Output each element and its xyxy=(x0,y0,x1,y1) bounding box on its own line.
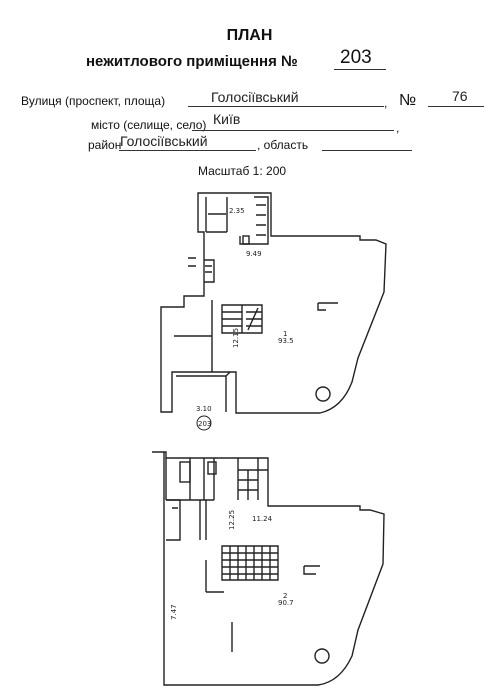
floor2-plan xyxy=(152,452,384,685)
street-value: Голосіївський xyxy=(211,89,299,105)
scale-label: Масштаб 1: 200 xyxy=(198,164,287,178)
floor1-dim-235: 2.35 xyxy=(229,207,245,215)
city-label: місто (селище, село) xyxy=(91,118,207,132)
floor2-dim-747: 7.47 xyxy=(170,604,178,620)
floor1-room-area: 93.5 xyxy=(278,337,294,345)
plan-title: ПЛАН xyxy=(226,27,273,44)
premises-number: 203 xyxy=(340,47,372,68)
plan-subtitle: нежитлового приміщення № xyxy=(86,53,298,70)
street-number-value: 76 xyxy=(452,88,468,104)
floor2-dim-1124: 11.24 xyxy=(252,515,273,523)
floor1-dim-310: 3.10 xyxy=(196,405,212,413)
district-label: район xyxy=(88,138,122,152)
city-comma: , xyxy=(396,121,400,135)
city-value: Київ xyxy=(213,111,241,127)
street-label: Вулиця (проспект, площа) xyxy=(21,94,166,108)
street-number-label: № xyxy=(399,92,417,109)
floor1-plan xyxy=(161,193,386,413)
floor1-room-no: 1 xyxy=(283,330,288,338)
district-value: Голосіївський xyxy=(120,133,208,149)
floor1-unit-badge: 203 xyxy=(198,420,212,428)
floor1-dim-949: 9.49 xyxy=(246,250,262,258)
floor2-dim-1225: 12.25 xyxy=(228,509,236,530)
region-label: , область xyxy=(257,138,309,152)
floor2-room-area: 90.7 xyxy=(278,599,294,607)
street-comma: , xyxy=(384,96,388,110)
floor1-dim-1215: 12.15 xyxy=(232,327,240,348)
floor2-room-no: 2 xyxy=(283,592,288,600)
